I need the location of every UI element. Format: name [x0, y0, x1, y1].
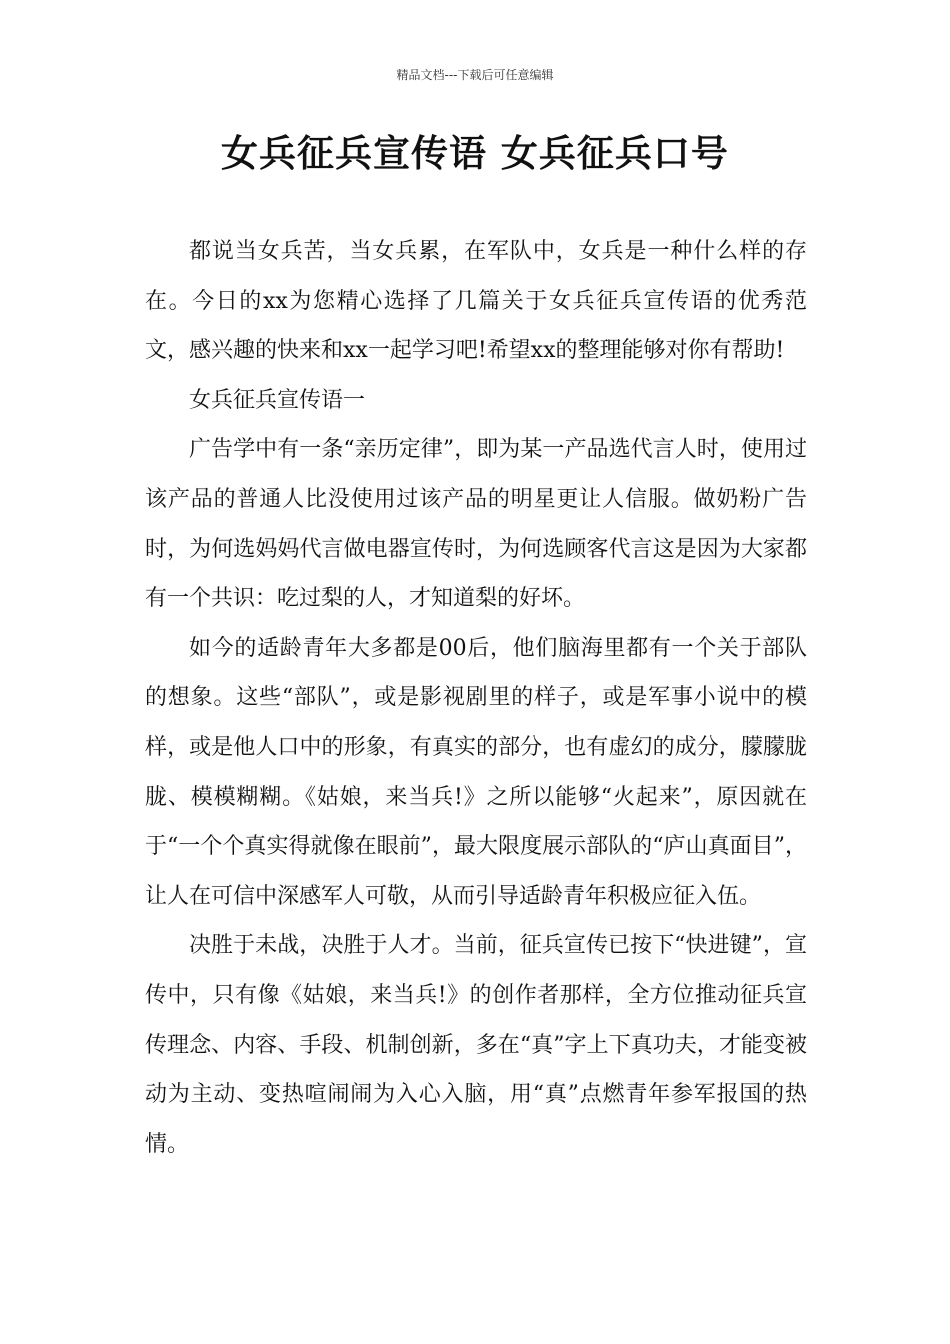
body-paragraph: 如今的适龄青年大多都是00后，他们脑海里都有一个关于部队的想象。这些“部队”，或是影视剧里的样子，或是军事小说中的模样，或是他人口中的形象，有真实的部分，也有虚幻的成分，朦朦胧胧、模模糊糊。《姑娘，来当兵!》之所以能够“火起来”，原因就在于“一个个真实得就像在眼前”，最大限度展示部队的“庐山真面目”，让人在可信中深感军人可敬，从而引导适龄青年积极应征入伍。	[145, 635, 807, 909]
intro-paragraph: 都说当女兵苦，当女兵累，在军队中，女兵是一种什么样的存在。今日的xx为您精心选择了几篇关于女兵征兵宣传语的优秀范文，感兴趣的快来和xx一起学习吧!希望xx的整理能够对你有帮助!	[145, 239, 807, 364]
section-heading: 女兵征兵宣传语一	[189, 387, 366, 413]
body-paragraph: 决胜于未战，决胜于人才。当前，征兵宣传已按下“快进键”，宣传中，只有像《姑娘，来当兵!》的创作者那样，全方位推动征兵宣传理念、内容、手段、机制创新，多在“真”字上下真功夫，才能变被动为主动、变热喧闹闹为入心入脑，用“真”点燃青年参军报国的热情。	[145, 933, 807, 1157]
document-title: 女兵征兵宣传语 女兵征兵口号	[221, 131, 729, 175]
body-paragraph: 广告学中有一条“亲历定律”，即为某一产品选代言人时，使用过该产品的普通人比没使用过该产品的明星更让人信服。做奶粉广告时，为何选妈妈代言做电器宣传时，为何选顾客代言这是因为大家都有一个共识：吃过梨的人，才知道梨的好坏。	[145, 437, 807, 612]
document-body	[145, 227, 807, 1169]
header-note: 精品文档---下载后可任意编辑	[396, 68, 554, 82]
